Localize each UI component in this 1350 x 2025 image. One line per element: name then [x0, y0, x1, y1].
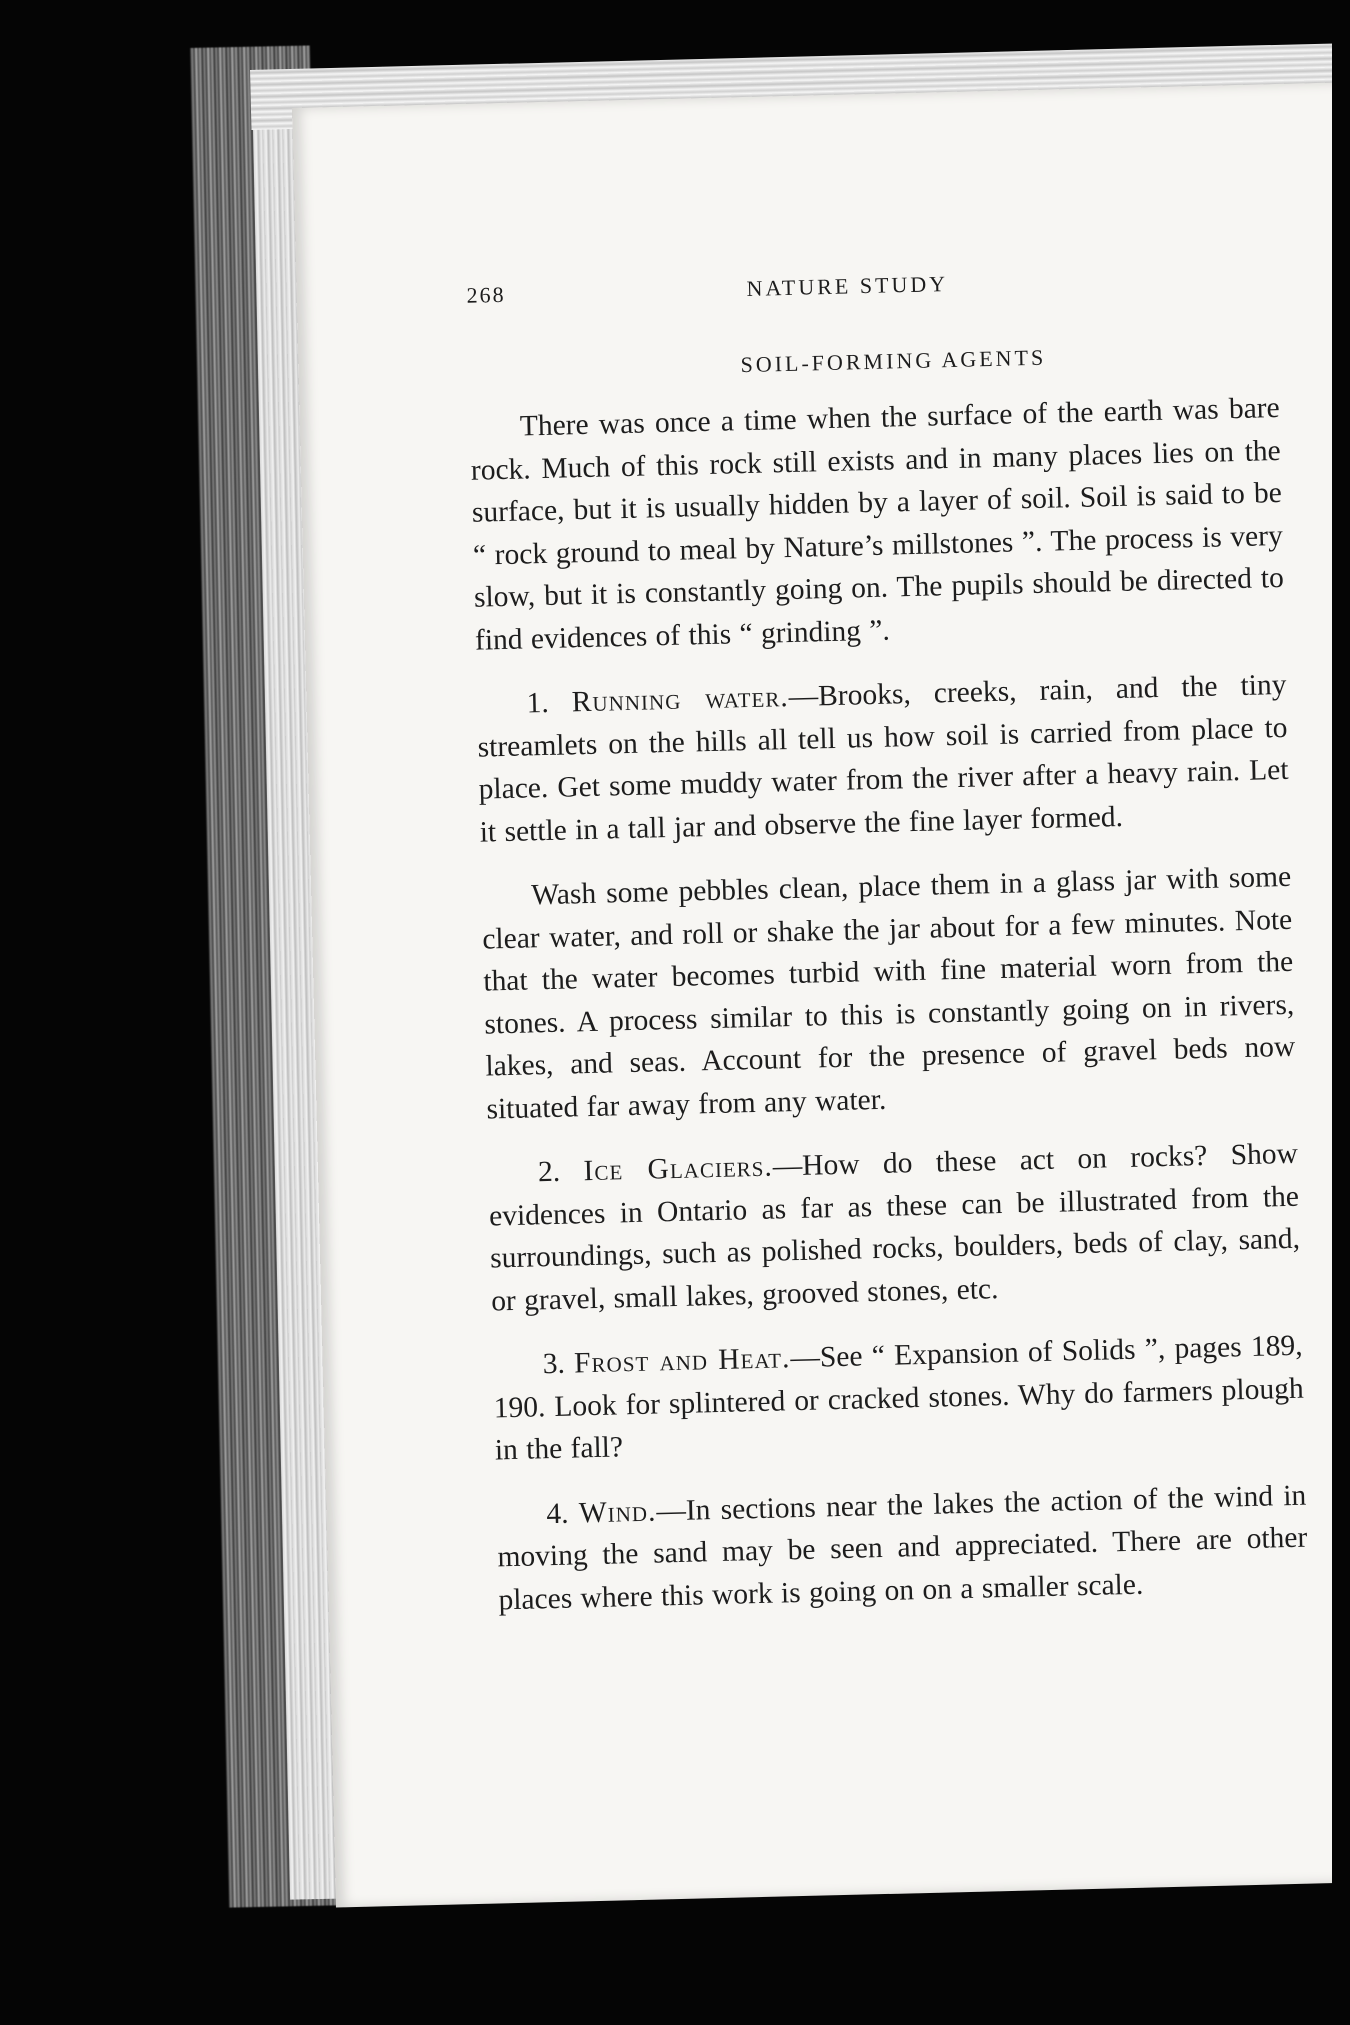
- item-heading: Frost and Heat.: [573, 1342, 791, 1380]
- item-ice-glaciers: [488, 1133, 1302, 1323]
- item-number: 3.: [542, 1347, 566, 1381]
- right-edge-shadow: [1332, 0, 1350, 2025]
- item-heading: Ice Glaciers.: [583, 1150, 774, 1188]
- running-water-continued: Wash some pebbles clean, place them in a glass jar with some clear water, and roll or shake the jar about for a few minutes. Note that the water becomes turbid with fine material worn from the stones. A process similar to this is constantly going on in rivers, lakes, and seas. Account for the presence of gravel beds now situated far away from any water.: [481, 860, 1296, 1126]
- item-wind: [496, 1474, 1309, 1621]
- item-body: —How do these act on rocks? Show evidences in Ontario as far as these can be illustrated from the surroundings, such as polished rocks, boulders, beds of clay, sand, or gravel, small lakes, grooved stones, etc.: [488, 1137, 1301, 1317]
- item-number: 1.: [526, 686, 550, 720]
- book-page: [292, 82, 1350, 1907]
- page-content: [466, 259, 1309, 1621]
- item-running-water: [476, 664, 1290, 854]
- item-body: —In sections near the lakes the action of the wind in moving the sand may be seen and appreciated. There are other places where this work is going on on a smaller scale.: [497, 1479, 1308, 1616]
- item-heading: Running water.: [571, 681, 790, 719]
- intro-paragraph: There was once a time when the surface of the earth was bare rock. Much of this rock still exists and in many places lies on the surface, but it is usually hidden by a layer of soil. Soil is said to be “ rock ground to meal by Nature’s millstones ”. The process is very slow, but it is constantly going on. The pupils should be directed to find evidences of this “ grinding ”.: [470, 391, 1285, 657]
- running-title: NATURE STUDY: [746, 271, 949, 301]
- section-title: SOIL-FORMING AGENTS: [740, 344, 1047, 378]
- item-frost-and-heat: [492, 1325, 1305, 1472]
- item-number: 4.: [546, 1497, 569, 1530]
- item-body: —See “ Expansion of Solids ”, pages 189, 190. Look for splintered or cracked stones. Why do farmers plough in the fall?: [493, 1329, 1304, 1467]
- item-heading: Wind.: [578, 1495, 657, 1529]
- page-number: 268: [466, 281, 506, 308]
- item-body: —Brooks, creeks, rain, and the tiny streamlets on the hills all tell us how soil is carried from place to place. Get some muddy water from the river after a heavy rain. Let it settle in a tall jar and observe the fine layer formed.: [477, 668, 1289, 849]
- running-head: [466, 259, 1277, 319]
- item-number: 2.: [537, 1155, 561, 1189]
